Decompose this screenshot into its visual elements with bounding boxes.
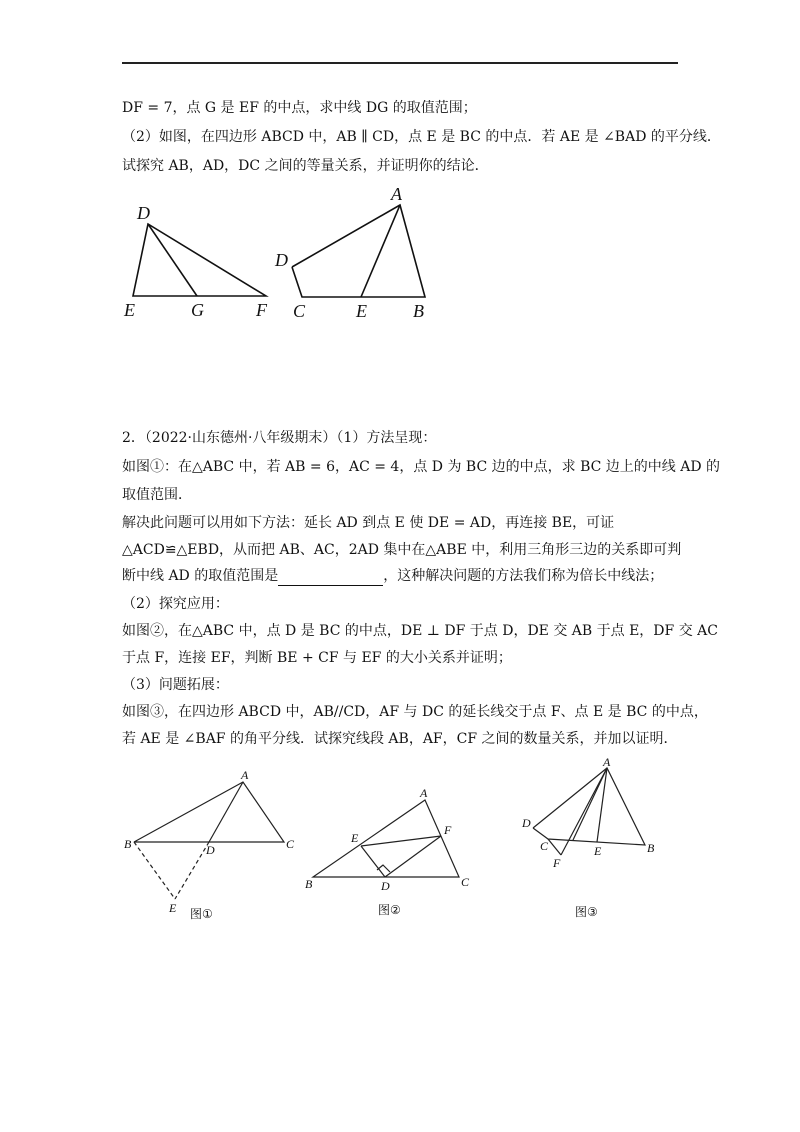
text-line: DF = 7，点 G 是 EF 的中点，求中线 DG 的取值范围； [122, 100, 477, 116]
text-line: （3）问题拓展： [122, 677, 229, 693]
label-D: D [275, 250, 288, 270]
label-D: D [137, 203, 150, 223]
label-F: F [444, 823, 452, 837]
label-G: G [191, 300, 204, 320]
label-E: E [124, 300, 135, 320]
label-B: B [413, 301, 424, 321]
label-F: F [553, 856, 561, 870]
text-line: △ACD≌△EBD，从而把 AB、AC，2AD 集中在△ABE 中，利用三角形三边的关系即可判 [122, 542, 682, 558]
label-E: E [351, 831, 359, 845]
figure-1-caption: 图① [190, 907, 213, 921]
label-E: E [356, 301, 367, 321]
text-line: 如图①：在△ABC 中，若 AB = 6，AC = 4，点 D 为 BC 边的中点，求 BC 边上的中线 AD 的 [122, 459, 721, 475]
text-line: 如图③，在四边形 ABCD 中，AB//CD，AF 与 DC 的延长线交于点 F、点 E 是 BC 的中点， [122, 704, 708, 720]
text-line: 解决此问题可以用如下方法：延长 AD 到点 E 使 DE = AD，再连接 BE，可证 [122, 515, 615, 531]
figure-3-caption: 图③ [575, 905, 598, 919]
label-A: A [241, 768, 249, 782]
text-line: 如图②，在△ABC 中，点 D 是 BC 的中点，DE ⊥ DF 于点 D，DE 交 AB 于点 E，DF 交 AC [122, 623, 718, 639]
text-line: （2）探究应用： [122, 596, 229, 612]
label-A: A [420, 786, 428, 800]
label-C: C [293, 301, 306, 321]
text-line: 取值范围． [122, 487, 192, 503]
label-D: D [522, 816, 531, 830]
label-C: C [540, 839, 549, 853]
label-A: A [391, 184, 402, 204]
text-line: 若 AE 是 ∠BAF 的角平分线．试探究线段 AB，AF，CF 之间的数量关系，并加以证明． [122, 731, 678, 747]
figure-2-caption: 图② [378, 903, 401, 917]
text-segment: ，这种解决问题的方法我们称为倍长中线法； [383, 568, 664, 584]
text-line: 试探究 AB，AD，DC 之间的等量关系，并证明你的结论． [122, 158, 489, 174]
label-B: B [124, 837, 132, 851]
text-segment: 断中线 AD 的取值范围是 [122, 568, 279, 584]
label-B: B [305, 877, 313, 891]
label-A: A [603, 755, 611, 769]
label-C: C [286, 837, 295, 851]
problem-header: 2．（2022·山东德州·八年级期末）（1）方法呈现： [122, 430, 437, 446]
text-line: 于点 F，连接 EF，判断 BE + CF 与 EF 的大小关系并证明； [122, 650, 512, 666]
text-line: （2）如图，在四边形 ABCD 中，AB ∥ CD，点 E 是 BC 的中点．若 AE 是 ∠BAD 的平分线． [122, 129, 721, 145]
label-D: D [206, 843, 215, 857]
label-E: E [169, 901, 177, 915]
label-B: B [647, 841, 655, 855]
label-F: F [256, 300, 267, 320]
label-D: D [381, 879, 390, 893]
label-E: E [594, 844, 602, 858]
label-C: C [461, 875, 470, 889]
